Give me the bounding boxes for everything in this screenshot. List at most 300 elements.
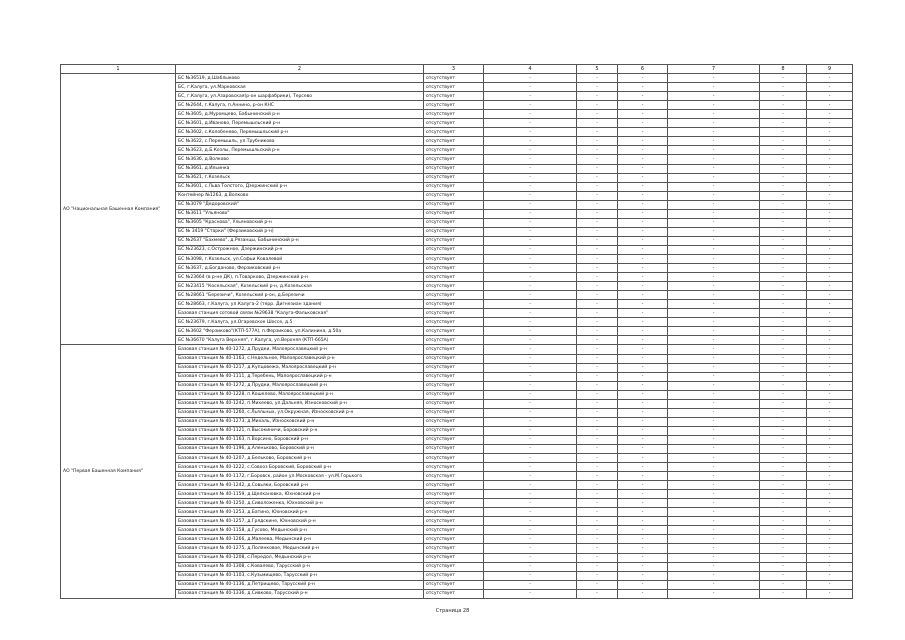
dash-cell: - [577,164,618,173]
dash-cell: - [484,463,577,472]
dash-cell: - [618,245,668,254]
dash-cell: - [618,426,668,435]
dash-cell: - [668,544,760,553]
table-row [61,490,853,499]
table-row [61,236,853,245]
table-row [61,444,853,453]
status-cell: отсутствует [424,580,484,589]
dash-cell: - [668,508,760,517]
status-cell: отсутствует [424,426,484,435]
dash-cell: - [618,336,668,345]
dash-cell: - [807,517,853,526]
dash-cell: - [484,155,577,164]
station-name-cell: БС № 3419 "Старки" (Ферзиковский р-н) [176,227,424,236]
dash-cell: - [760,508,807,517]
dash-cell: - [807,417,853,426]
dash-cell: - [760,544,807,553]
dash-cell: - [577,526,618,535]
dash-cell: - [668,417,760,426]
dash-cell: - [668,119,760,128]
station-name-cell: Базовая станция № 40-1121, п.Высокиничи, Боровский р-н [176,426,424,435]
dash-cell: - [618,218,668,227]
dash-cell: - [760,300,807,309]
station-name-cell: БС №3602 "Ферзиково"(КТП-577А), п.Ферзиково, ул.Калинина, д.50а [176,327,424,336]
dash-cell: - [807,282,853,291]
status-cell: отсутствует [424,454,484,463]
dash-cell: - [484,508,577,517]
dash-cell: - [760,74,807,83]
dash-cell: - [618,273,668,282]
dash-cell: - [618,128,668,137]
dash-cell: - [807,390,853,399]
dash-cell: - [668,146,760,155]
dash-cell: - [668,444,760,453]
status-cell: отсутствует [424,173,484,182]
dash-cell: - [577,571,618,580]
status-cell: отсутствует [424,444,484,453]
station-name-cell: Базовая станция № 40-1308, с.Ковалево, Тарусский р-н [176,562,424,571]
dash-cell: - [668,553,760,562]
table-row [61,390,853,399]
dash-cell: - [760,200,807,209]
dash-cell: - [484,209,577,218]
dash-cell: - [577,291,618,300]
dash-cell: - [618,372,668,381]
dash-cell: - [668,191,760,200]
dash-cell: - [668,490,760,499]
status-cell: отсутствует [424,390,484,399]
status-cell: отсутствует [424,146,484,155]
dash-cell: - [484,245,577,254]
dash-cell: - [760,218,807,227]
table-row [61,327,853,336]
dash-cell: - [807,236,853,245]
station-name-cell: Базовая станция № 40-1196, д.Аленьково, Боровский р-н [176,444,424,453]
dash-cell: - [807,218,853,227]
status-cell: отсутствует [424,363,484,372]
dash-cell: - [668,273,760,282]
status-cell: отсутствует [424,254,484,263]
status-cell: отсутствует [424,562,484,571]
dash-cell: - [618,173,668,182]
table-row [61,291,853,300]
dash-cell: - [484,173,577,182]
dash-cell: - [668,137,760,146]
dash-cell: - [618,318,668,327]
dash-cell: - [807,191,853,200]
dash-cell: - [484,381,577,390]
dash-cell: - [668,110,760,119]
table-row [61,562,853,571]
dash-cell: - [577,508,618,517]
status-cell: отсутствует [424,408,484,417]
dash-cell: - [807,182,853,191]
dash-cell: - [760,454,807,463]
station-name-cell: БС №2644, г.Калуга, п.Аннино, р-он КНС [176,101,424,110]
dash-cell: - [577,191,618,200]
dash-cell: - [484,399,577,408]
station-name-cell: БС №23623, с.Острожное, Дзержинский р-н [176,245,424,254]
dash-cell: - [484,526,577,535]
dash-cell: - [668,571,760,580]
dash-cell: - [760,291,807,300]
dash-cell: - [484,454,577,463]
dash-cell: - [668,101,760,110]
dash-cell: - [484,254,577,263]
dash-cell: - [760,562,807,571]
status-cell: отсутствует [424,300,484,309]
dash-cell: - [484,390,577,399]
dash-cell: - [618,553,668,562]
table-row [61,254,853,263]
dash-cell: - [577,562,618,571]
station-name-cell: БС №3623, д.Б.Козлы, Перемышльский р-н [176,146,424,155]
dash-cell: - [760,481,807,490]
dash-cell: - [618,83,668,92]
dash-cell: - [618,589,668,598]
station-name-cell: Базовая станция № 40-1159, д.Щелкановка, Юхновский р-н [176,490,424,499]
dash-cell: - [577,119,618,128]
dash-cell: - [577,354,618,363]
station-name-cell: Базовая станция № 40-1260, с.Льяльных, ул.Окружная, Износковский р-н [176,408,424,417]
table-row [61,173,853,182]
station-name-cell: Базовая станция № 40-1207, д.Бельково, Боровский р-н [176,454,424,463]
dash-cell: - [618,119,668,128]
status-cell: отсутствует [424,309,484,318]
status-cell: отсутствует [424,264,484,273]
dash-cell: - [807,264,853,273]
dash-cell: - [577,589,618,598]
dash-cell: - [618,499,668,508]
table-row [61,155,853,164]
dash-cell: - [807,110,853,119]
dash-cell: - [484,363,577,372]
station-name-cell: Базовая станция № 40-1163, п.Ворсино, Боровский р-н [176,435,424,444]
table-row [61,589,853,598]
dash-cell: - [577,435,618,444]
dash-cell: - [760,327,807,336]
dash-cell: - [668,245,760,254]
dash-cell: - [760,119,807,128]
dash-cell: - [760,499,807,508]
dash-cell: - [807,463,853,472]
dash-cell: - [668,345,760,354]
status-cell: отсутствует [424,164,484,173]
dash-cell: - [807,526,853,535]
organization-cell: АО "Национальная Башенная Компания" [61,74,176,345]
dash-cell: - [484,264,577,273]
station-name-cell: Базовая станция № 40-1253, д.Батино, Юхновский р-н [176,508,424,517]
dash-cell: - [618,300,668,309]
dash-cell: - [760,463,807,472]
dash-cell: - [484,472,577,481]
table-row [61,309,853,318]
table-row [61,83,853,92]
status-cell: отсутствует [424,155,484,164]
dash-cell: - [618,264,668,273]
document-sheet [60,64,852,599]
dash-cell: - [484,490,577,499]
dash-cell: - [484,309,577,318]
table-row [61,508,853,517]
dash-cell: - [668,318,760,327]
dash-cell: - [668,92,760,101]
dash-cell: - [760,426,807,435]
status-cell: отсутствует [424,589,484,598]
dash-cell: - [618,345,668,354]
dash-cell: - [668,463,760,472]
dash-cell: - [618,435,668,444]
dash-cell: - [484,417,577,426]
header-cell: 5 [577,65,618,74]
station-name-cell: БС №3611 "Ульяново" [176,209,424,218]
dash-cell: - [760,372,807,381]
dash-cell: - [577,553,618,562]
dash-cell: - [618,490,668,499]
station-name-cell: Базовая станция сотовой связи №29638 "Калуга-Фальковская" [176,309,424,318]
dash-cell: - [760,490,807,499]
dash-cell: - [484,562,577,571]
status-cell: отсутствует [424,282,484,291]
dash-cell: - [807,399,853,408]
station-name-cell: БС №3079 "Дедоровский" [176,200,424,209]
dash-cell: - [668,481,760,490]
dash-cell: - [577,517,618,526]
status-cell: отсутствует [424,291,484,300]
dash-cell: - [577,254,618,263]
dash-cell: - [668,580,760,589]
dash-cell: - [760,571,807,580]
dash-cell: - [618,417,668,426]
dash-cell: - [577,544,618,553]
dash-cell: - [618,472,668,481]
dash-cell: - [577,381,618,390]
table-row [61,580,853,589]
table-row [61,472,853,481]
table-row [61,200,853,209]
dash-cell: - [484,435,577,444]
station-name-cell: БС №3605 "Краснова", Ульяновский р-н [176,218,424,227]
dash-cell: - [760,137,807,146]
dash-cell: - [807,291,853,300]
dash-cell: - [760,83,807,92]
station-name-cell: Базовая станция № 40-1158, д.Гусово, Медынский р-н [176,526,424,535]
dash-cell: - [668,426,760,435]
dash-cell: - [484,327,577,336]
dash-cell: - [668,282,760,291]
dash-cell: - [760,472,807,481]
station-name-cell: БС №3601, д.Иваново, Перемышльский р-н [176,119,424,128]
dash-cell: - [484,110,577,119]
dash-cell: - [807,92,853,101]
table-row [61,345,853,354]
status-cell: отсутствует [424,417,484,426]
table-row [61,463,853,472]
dash-cell: - [484,83,577,92]
status-cell: отсутствует [424,571,484,580]
status-cell: отсутствует [424,209,484,218]
dash-cell: - [668,390,760,399]
dash-cell: - [577,417,618,426]
dash-cell: - [577,444,618,453]
station-name-cell: Базовая станция № 40-1273, д.Михаль, Износковский р-н [176,417,424,426]
dash-cell: - [618,481,668,490]
dash-cell: - [618,454,668,463]
dash-cell: - [618,282,668,291]
dash-cell: - [760,236,807,245]
dash-cell: - [618,444,668,453]
header-cell: 3 [424,65,484,74]
dash-cell: - [807,245,853,254]
table-row [61,363,853,372]
dash-cell: - [668,363,760,372]
station-name-cell: Базовая станция № 40-1242, п.Михеево, ул.Дальняя, Износковский р-н [176,399,424,408]
dash-cell: - [618,526,668,535]
dash-cell: - [760,92,807,101]
status-cell: отсутствует [424,472,484,481]
table-row [61,399,853,408]
table-row [61,535,853,544]
status-cell: отсутствует [424,372,484,381]
dash-cell: - [807,553,853,562]
dash-cell: - [618,354,668,363]
dash-cell: - [577,490,618,499]
dash-cell: - [484,273,577,282]
table-row [61,146,853,155]
dash-cell: - [760,110,807,119]
dash-cell: - [668,264,760,273]
dash-cell: - [618,363,668,372]
status-cell: отсутствует [424,245,484,254]
dash-cell: - [760,273,807,282]
status-cell: отсутствует [424,336,484,345]
table-row [61,245,853,254]
page-footer: Страница 28 [435,608,470,614]
dash-cell: - [484,345,577,354]
dash-cell: - [668,372,760,381]
dash-cell: - [484,128,577,137]
dash-cell: - [760,336,807,345]
station-name-cell: Базовая станция № 40-1272, д.Прудки, Малоярославецкий р-н [176,381,424,390]
dash-cell: - [577,200,618,209]
status-cell: отсутствует [424,218,484,227]
dash-cell: - [807,562,853,571]
dash-cell: - [484,354,577,363]
dash-cell: - [807,544,853,553]
station-name-cell: Базовая станция № 40-1257, д.Грядскине, Юхновский р-н [176,517,424,526]
data-table [60,64,853,599]
table-row [61,435,853,444]
dash-cell: - [577,318,618,327]
dash-cell: - [618,182,668,191]
dash-cell: - [807,273,853,282]
dash-cell: - [484,318,577,327]
dash-cell: - [618,155,668,164]
table-row [61,191,853,200]
dash-cell: - [618,254,668,263]
dash-cell: - [807,227,853,236]
dash-cell: - [668,128,760,137]
dash-cell: - [577,535,618,544]
dash-cell: - [807,499,853,508]
dash-cell: - [807,327,853,336]
dash-cell: - [484,499,577,508]
dash-cell: - [760,245,807,254]
dash-cell: - [807,354,853,363]
dash-cell: - [668,589,760,598]
table-row [61,164,853,173]
dash-cell: - [484,553,577,562]
dash-cell: - [484,589,577,598]
dash-cell: - [760,381,807,390]
dash-cell: - [668,74,760,83]
dash-cell: - [760,526,807,535]
dash-cell: - [484,291,577,300]
dash-cell: - [484,372,577,381]
header-cell: 8 [760,65,807,74]
station-name-cell: БС №3098, г.Козельск, ул.Софьи Ковалевой [176,254,424,263]
dash-cell: - [807,164,853,173]
dash-cell: - [484,300,577,309]
station-name-cell: БС №28661 "Березичи", Козельский р-он, д.Березичи [176,291,424,300]
dash-cell: - [577,173,618,182]
dash-cell: - [577,155,618,164]
table-row [61,101,853,110]
status-cell: отсутствует [424,435,484,444]
dash-cell: - [484,236,577,245]
dash-cell: - [484,137,577,146]
dash-cell: - [807,535,853,544]
station-name-cell: БС, г.Калуга, ул.Марковская [176,83,424,92]
status-cell: отсутствует [424,463,484,472]
dash-cell: - [807,300,853,309]
dash-cell: - [807,137,853,146]
status-cell: отсутствует [424,83,484,92]
table-row [61,426,853,435]
table-row [61,544,853,553]
dash-cell: - [577,390,618,399]
dash-cell: - [760,435,807,444]
dash-cell: - [760,309,807,318]
status-cell: отсутствует [424,354,484,363]
dash-cell: - [668,209,760,218]
header-row [61,65,853,74]
dash-cell: - [807,372,853,381]
dash-cell: - [668,535,760,544]
dash-cell: - [807,336,853,345]
dash-cell: - [668,381,760,390]
station-name-cell: Базовая станция № 40-1266, д.Малеева, Медынский р-н [176,535,424,544]
dash-cell: - [484,146,577,155]
dash-cell: - [577,110,618,119]
dash-cell: - [668,291,760,300]
station-name-cell: БС №3622, с.Перемышль, ул.Трубникова [176,137,424,146]
dash-cell: - [760,399,807,408]
dash-cell: - [668,173,760,182]
table-row [61,92,853,101]
dash-cell: - [618,227,668,236]
status-cell: отсутствует [424,318,484,327]
table-row [61,454,853,463]
table-row [61,481,853,490]
header-cell: 9 [807,65,853,74]
status-cell: отсутствует [424,137,484,146]
dash-cell: - [807,426,853,435]
dash-cell: - [577,273,618,282]
dash-cell: - [618,390,668,399]
dash-cell: - [618,327,668,336]
dash-cell: - [668,155,760,164]
